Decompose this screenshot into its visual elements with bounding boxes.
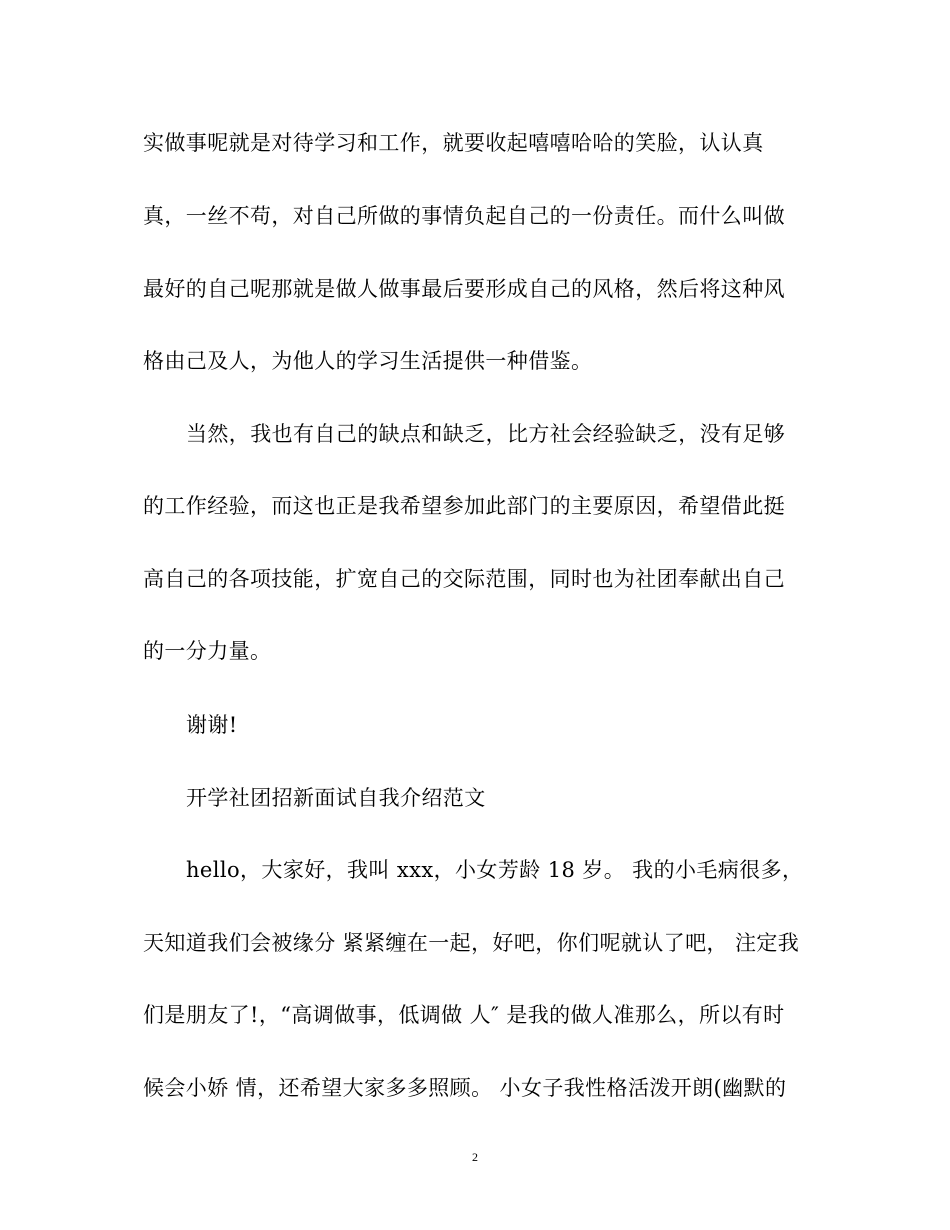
- paragraph-line: hello，大家好，我叫 xxx，小女芳龄 18 岁。 我的小毛病很多，: [186, 858, 804, 882]
- paragraph-line: 们是朋友了!，“高调做事，低调做 人″ 是我的做人准那么，所以有时: [143, 1003, 785, 1027]
- section-heading: 开学社团招新面试自我介绍范文: [186, 786, 486, 810]
- paragraph-line: 天知道我们会被缘分 紧紧缠在一起，好吧，你们呢就认了吧， 注定我: [143, 931, 800, 955]
- paragraph-line: 当然，我也有自己的缺点和缺乏，比方社会经验缺乏，没有足够: [186, 422, 786, 446]
- paragraph-line: 格由己及人，为他人的学习生活提供一种借鉴。: [143, 349, 593, 373]
- paragraph-line: 高自己的各项技能，扩宽自己的交际范围，同时也为社团奉献出自己: [143, 567, 785, 591]
- closing-line: 谢谢!: [186, 713, 238, 737]
- paragraph-line: 真，一丝不苟，对自己所做的事情负起自己的一份责任。而什么叫做: [143, 204, 785, 228]
- page-number: 2: [472, 1150, 478, 1164]
- paragraph-line: 候会小娇 情，还希望大家多多照顾。 小女子我性格活泼开朗(幽默的: [143, 1076, 787, 1100]
- paragraph-line: 实做事呢就是对待学习和工作，就要收起嘻嘻哈哈的笑脸，认认真: [143, 131, 764, 155]
- paragraph-line: 最好的自己呢那就是做人做事最后要形成自己的风格，然后将这种风: [143, 277, 785, 301]
- paragraph-line: 的工作经验，而这也正是我希望参加此部门的主要原因，希望借此挺: [143, 494, 785, 518]
- paragraph-line: 的一分力量。: [143, 639, 272, 663]
